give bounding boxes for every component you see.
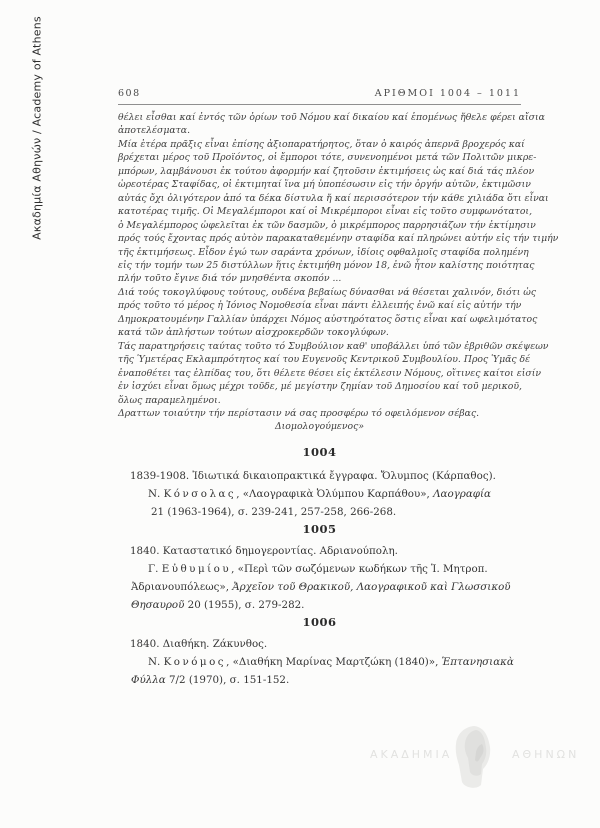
entry-date-line: 1840. Διαθήκη. Ζάκυνθος. [130, 637, 268, 650]
page-content-column [118, 88, 559, 689]
entry-number: 1006 [302, 614, 337, 629]
letter-line: βρέχεται μέρος τοῦ Προϊόντος, οἱ ἔμποροι τότε, συνενοημένοι μετά τῶν Πολιτῶν μικρε- [118, 152, 537, 164]
letter-line: Δημοκρατουμένην Γαλλίαν ὑπάρχει Νόμος αὐστηρότατος ὅστις εἶναι καί ωφελιμότατος [118, 313, 538, 325]
bibliography-entry-1004 [118, 446, 521, 521]
side-library-watermark: Ακαδημία Αθηνών / Academy of Athens [30, 16, 44, 240]
letter-line: θέλει εἶσθαι καί ἐντός τῶν ὁρίων τοῦ Νόμου καί δικαίου καί ἑπομένως ἤθελε φέρει αἴσια [118, 112, 545, 123]
letter-paragraph-4 [118, 340, 549, 407]
letter-line: Δραττων τοιαύτην τήν περίστασιν νά σας προσφέρω τό οφειλόμενον σέβας. [118, 407, 480, 419]
bibliography-entry-1006 [118, 616, 521, 689]
letter-paragraph-3 [118, 286, 538, 340]
letter-signature: Διομολογούμενος» [274, 421, 365, 433]
bibliography-entry-1005 [118, 523, 521, 614]
letter-line: Τάς παρατηρήσεις ταύτας τοῦτο τό Συμβούλιον καθ' υποβάλλει ὑπό τῶν ἐβριθῶν σκέψεων [118, 340, 549, 352]
citation-line: Φύλλα 7/2 (1970), σ. 151-152. [131, 673, 290, 686]
entry-number: 1005 [302, 521, 337, 536]
letter-line: αὐτάς ὄχι ὀλιγότερον ἀπό τα δέκα δίστυλα ἤ καί περισσότερον τήν κάθε χιλιάδα ὅτι εἶναι [118, 192, 549, 204]
running-title: ΑΡΙΘΜΟΙ 1004 – 1011 [374, 88, 521, 99]
letter-line: Διά τούς τοκογλύφους τούτους, ουδένα βεβαίως δύνασθαι νά θέσεται χαλινόν, διότι ὡς [118, 286, 537, 298]
letter-line: εἰς τήν τομήν των 25 διστύλλων ἥτις ἐκτιμήθη μόνον 18, ἐνῶ ἦτον καλίστης ποιότητας [118, 259, 535, 271]
letter-line: πλήν τοῦτο ἔγινε διά τόν μνησθέντα σκοπόν ... [118, 273, 342, 285]
letter-line: ὡρεοτέρας Σταφίδας, οἱ ἐκτιμηταί ἵνα μή ὑποπέσωσιν εἰς τήν ὀργήν αὐτῶν, ἐκτιμῶσιν [118, 179, 531, 191]
citation-line: Γ. Εὐθυμίου, «Περὶ τῶν σωζόμενων κωδήκων τῆς Ἱ. Μητροπ. [148, 562, 488, 575]
letter-line: ἀποτελέσματα. [118, 125, 191, 137]
letter-paragraph-1 [118, 111, 545, 138]
watermark-athinon-label: ΑΘΗΝΩΝ [512, 748, 580, 761]
entry-date-line: 1840. Καταστατικό δημογεροντίας. Αδριανούπολη. [130, 544, 398, 557]
letter-line: κατοτέρας τιμῆς. Οἱ Μεγαλέμποροι καί οἱ Μικρέμποροι εἶναι εἰς τοῦτο συμφωνότατοι, [118, 206, 533, 218]
letter-paragraph-2 [118, 138, 559, 286]
letter-line: Μία ἑτέρα πρᾶξις εἶναι ἐπίσης ἀξιοπαρατήρητος, ὅταν ὁ καιρός ἀπερνᾶ βροχερός καί [118, 138, 525, 150]
letter-line: τῆς Ὑμετέρας Εκλαμπρότητος καί του Ευγενοῦς Κεντρικοῦ Συμβουλίου. Προς Ὑμᾶς δέ [118, 354, 531, 366]
letter-line: πρός τοῦτο τό μέρος ἡ Ἰόνιος Νομοθεσία εἶναι πάντι ἐλλειπής ἐνῶ καί εἰς αὐτήν τήν [118, 300, 522, 312]
athena-head-icon [446, 724, 502, 798]
letter-line: ἐναποθέτει τας ἐλπίδας του, ὅτι θέλετε θέσει εἰς ἐκτέλεσιν Νόμους, οἵτινες καίτοι εἰσίν [118, 367, 542, 379]
letter-line: κατά τῶν ἀπλήστων τούτων αἰσχροκερδῶν τοκογλύφων. [118, 327, 389, 339]
citation-line: Ν. Κονόμος, «Διαθήκη Μαρίνας Μαρτζώκη (1840)», Ἑπτανησιακὰ [148, 655, 514, 668]
citation-line: Ν. Κόνσολας, «Λαογραφικὰ Ὀλύμπου Καρπάθου», Λαογραφία [148, 487, 492, 500]
entry-number: 1004 [302, 444, 337, 459]
letter-line: ἐν ἰσχύει εἶναι ὅμως μέχρι τοῦδε, μέ μεγίστην ζημίαν τοῦ Δημοσίου καί τοῦ μερικοῦ, [118, 381, 522, 393]
watermark-akadimia-label: ΑΚΑΔΗΜΙΑ [370, 748, 453, 761]
letter-line: μπόρων, λαμβάνουσι ἐκ τούτου ἀφορμήν καί ζητοῦσιν ἐκτιμήσεις ὡς καί διά τάς πλέον [118, 165, 535, 177]
letter-line: ὅλως παραμελημένοι. [118, 394, 221, 406]
letter-transcription [118, 111, 559, 434]
letter-line: τῆς ἐκτιμήσεως. Εἶδον ἐγώ των σαράντα χρόνων, ἰδίοις οφθαλμοῖς σταφίδα πολημένη [118, 246, 529, 258]
citation-line: Ἀδριανουπόλεως», Ἀρχεῖον τοῦ Θρακικοῦ, Λαογραφικοῦ καὶ Γλωσσικοῦ [131, 580, 511, 593]
page-header [118, 88, 521, 105]
letter-paragraph-5 [118, 407, 521, 420]
citation-line: Θησαυροῦ 20 (1955), σ. 279-282. [131, 598, 305, 611]
entry-date-line: 1839-1908. Ἰδιωτικά δικαιοπρακτικά ἔγγραφα. Ὄλυμπος (Κάρπαθος). [130, 469, 496, 482]
letter-line: πρός τούς ἔχοντας πρός αὐτὸν παρακαταθεμένην σταφίδα καί πληρώνει αὐτήν εἰς τήν τιμήν [118, 233, 559, 245]
page-number: 608 [118, 88, 141, 99]
citation-line: 21 (1963-1964), σ. 239-241, 257-258, 266-268. [151, 505, 397, 518]
letter-line: ὁ Μεγαλέμπορος ὠφελεῖται ἐκ τῶν δασμῶν, ὁ μικρέμπορος παρρησιάζων τήν ἐκτίμησιν [118, 219, 536, 231]
